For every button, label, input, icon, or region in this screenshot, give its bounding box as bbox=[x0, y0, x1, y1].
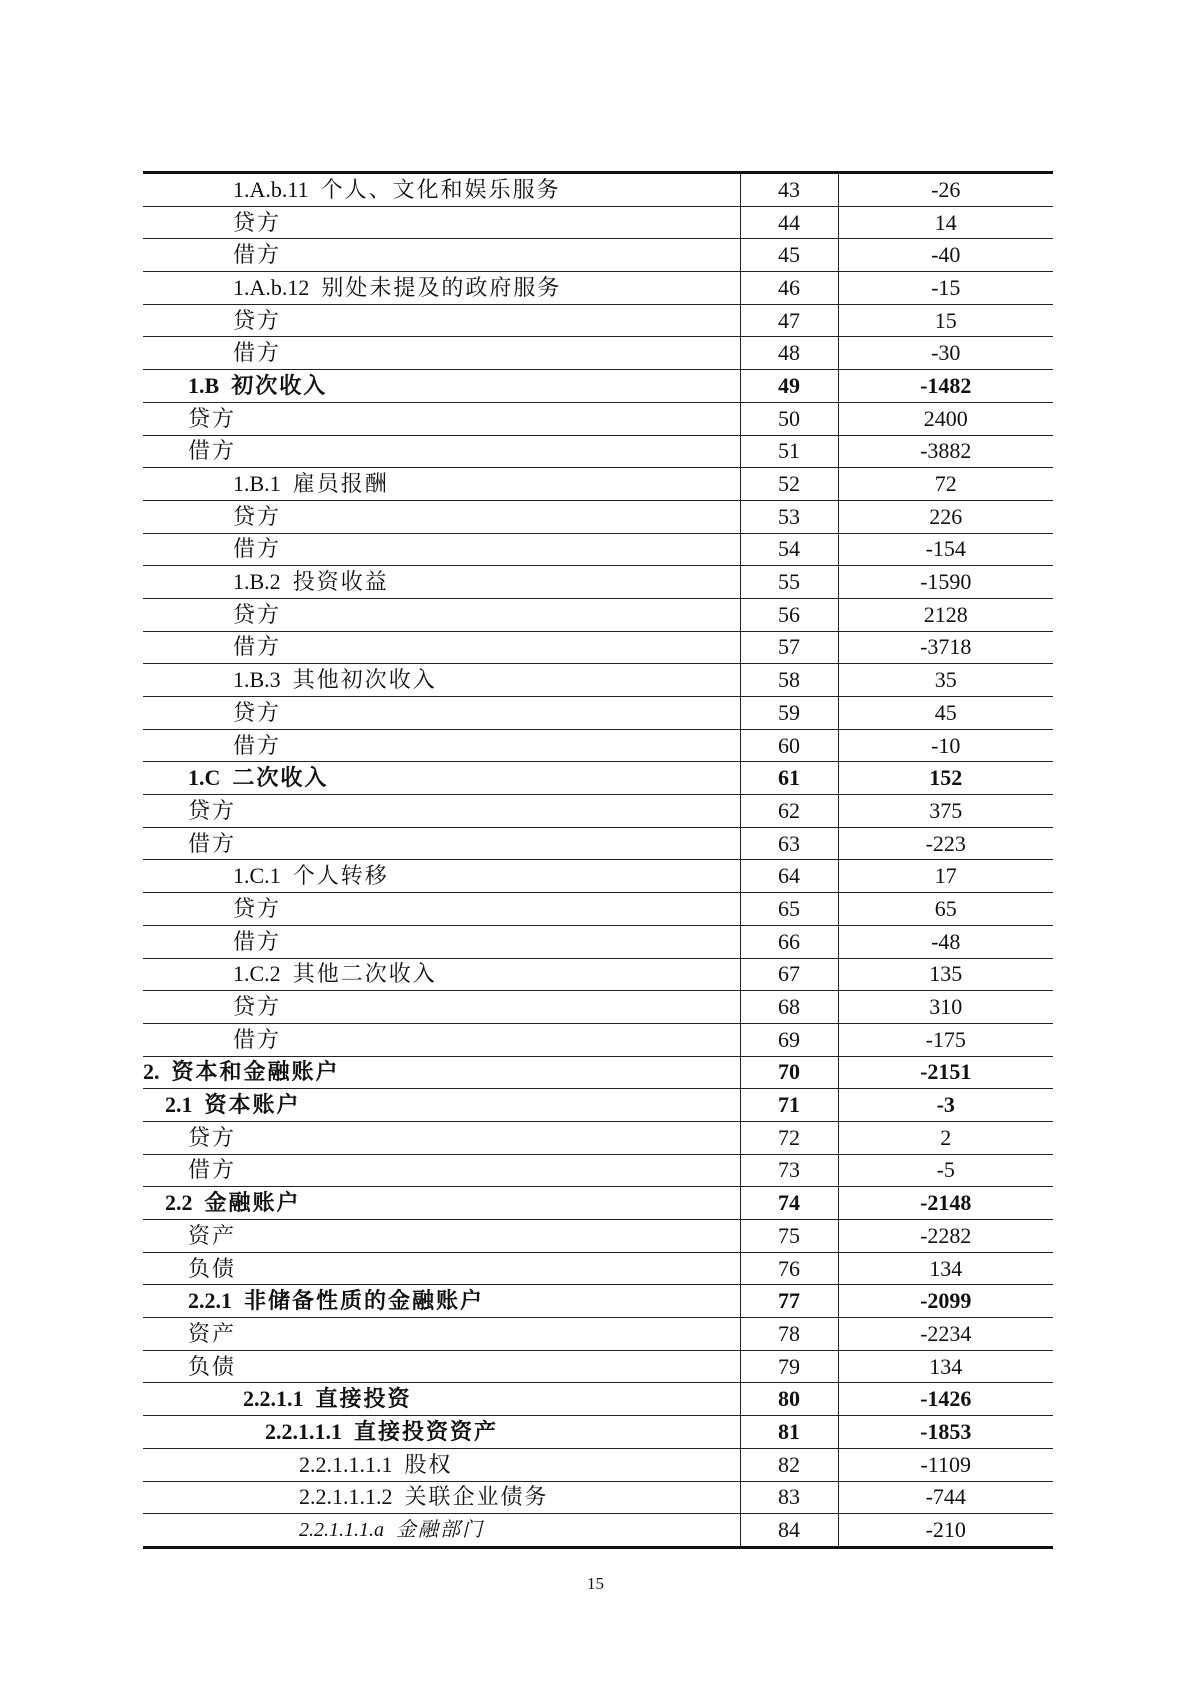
row-code: 2.2.1.1.1.a bbox=[299, 1519, 384, 1542]
row-number: 47 bbox=[740, 304, 838, 337]
table-row bbox=[143, 1481, 1053, 1514]
row-text: 贷方 bbox=[233, 209, 282, 235]
row-text: 资产 bbox=[188, 1222, 237, 1248]
row-label bbox=[143, 697, 740, 730]
table-row bbox=[143, 1448, 1053, 1481]
row-text: 借方 bbox=[188, 830, 237, 856]
row-text: 借方 bbox=[233, 732, 282, 758]
row-number: 84 bbox=[740, 1514, 838, 1548]
table-row bbox=[143, 1416, 1053, 1449]
row-text: 非储备性质的金融账户 bbox=[244, 1288, 485, 1314]
row-text: 借方 bbox=[188, 1157, 237, 1183]
row-text: 借方 bbox=[233, 536, 282, 562]
row-code: 2.2.1.1 bbox=[243, 1386, 304, 1412]
row-number: 54 bbox=[740, 533, 838, 566]
row-label bbox=[143, 206, 740, 239]
row-value: -26 bbox=[838, 173, 1053, 207]
row-code: 1.B bbox=[188, 372, 220, 398]
table-row bbox=[143, 1514, 1053, 1548]
row-number: 46 bbox=[740, 272, 838, 305]
table-row bbox=[143, 566, 1053, 599]
row-label bbox=[143, 1023, 740, 1056]
row-label bbox=[143, 566, 740, 599]
row-text: 贷方 bbox=[233, 994, 282, 1020]
row-label bbox=[143, 272, 740, 305]
row-text: 别处未提及的政府服务 bbox=[321, 274, 562, 300]
row-label bbox=[143, 1154, 740, 1187]
row-number: 71 bbox=[740, 1089, 838, 1122]
row-number: 61 bbox=[740, 762, 838, 795]
row-value: -2151 bbox=[838, 1056, 1053, 1089]
row-number: 60 bbox=[740, 729, 838, 762]
row-label bbox=[143, 1514, 740, 1548]
row-number: 82 bbox=[740, 1448, 838, 1481]
row-label bbox=[143, 1448, 740, 1481]
row-label bbox=[143, 370, 740, 403]
row-value: -1853 bbox=[838, 1416, 1053, 1449]
row-text: 借方 bbox=[233, 242, 282, 268]
row-value: -744 bbox=[838, 1481, 1053, 1514]
row-number: 59 bbox=[740, 697, 838, 730]
table-row bbox=[143, 1383, 1053, 1416]
row-code: 1.B.2 bbox=[233, 569, 281, 595]
row-value: 134 bbox=[838, 1252, 1053, 1285]
row-number: 72 bbox=[740, 1121, 838, 1154]
row-value: 2 bbox=[838, 1121, 1053, 1154]
table-row bbox=[143, 1252, 1053, 1285]
row-text: 个人、文化和娱乐服务 bbox=[320, 176, 561, 202]
row-text: 初次收入 bbox=[231, 372, 328, 398]
row-value: -2282 bbox=[838, 1220, 1053, 1253]
row-value: -154 bbox=[838, 533, 1053, 566]
row-code: 2.2.1 bbox=[188, 1288, 232, 1314]
row-value: 65 bbox=[838, 893, 1053, 926]
row-label bbox=[143, 1089, 740, 1122]
row-label bbox=[143, 468, 740, 501]
row-text: 关联企业债务 bbox=[404, 1484, 549, 1510]
row-number: 80 bbox=[740, 1383, 838, 1416]
row-value: -175 bbox=[838, 1023, 1053, 1056]
row-value: 134 bbox=[838, 1350, 1053, 1383]
row-value: 17 bbox=[838, 860, 1053, 893]
row-text: 借方 bbox=[188, 438, 237, 464]
table-row bbox=[143, 533, 1053, 566]
table-row bbox=[143, 1089, 1053, 1122]
row-number: 75 bbox=[740, 1220, 838, 1253]
row-value: -2234 bbox=[838, 1318, 1053, 1351]
row-text: 贷方 bbox=[233, 601, 282, 627]
row-value: 45 bbox=[838, 697, 1053, 730]
table-row bbox=[143, 697, 1053, 730]
row-code: 2.2 bbox=[165, 1190, 193, 1216]
row-value: 226 bbox=[838, 500, 1053, 533]
row-value: -1426 bbox=[838, 1383, 1053, 1416]
row-label bbox=[143, 729, 740, 762]
table-row bbox=[143, 991, 1053, 1024]
table-row bbox=[143, 468, 1053, 501]
row-number: 48 bbox=[740, 337, 838, 370]
row-label bbox=[143, 631, 740, 664]
row-value: -1590 bbox=[838, 566, 1053, 599]
row-text: 贷方 bbox=[233, 503, 282, 529]
row-text: 贷方 bbox=[188, 1124, 237, 1150]
row-number: 83 bbox=[740, 1481, 838, 1514]
row-text: 雇员报酬 bbox=[292, 471, 389, 497]
row-text: 负债 bbox=[188, 1255, 237, 1281]
table-row bbox=[143, 795, 1053, 828]
row-label bbox=[143, 1383, 740, 1416]
table-row bbox=[143, 1220, 1053, 1253]
row-code: 2.1 bbox=[165, 1092, 193, 1118]
row-text: 贷方 bbox=[233, 307, 282, 333]
row-code: 1.C bbox=[188, 765, 221, 791]
row-text: 贷方 bbox=[188, 405, 237, 431]
row-value: 14 bbox=[838, 206, 1053, 239]
table-row bbox=[143, 1318, 1053, 1351]
row-value: -3882 bbox=[838, 435, 1053, 468]
row-label bbox=[143, 925, 740, 958]
row-code: 1.B.3 bbox=[233, 667, 281, 693]
row-value: 2128 bbox=[838, 598, 1053, 631]
row-label bbox=[143, 1252, 740, 1285]
row-value: -3 bbox=[838, 1089, 1053, 1122]
row-code: 2.2.1.1.1 bbox=[265, 1418, 342, 1444]
row-text: 金融账户 bbox=[204, 1190, 301, 1216]
row-label bbox=[143, 533, 740, 566]
row-number: 56 bbox=[740, 598, 838, 631]
row-value: -2099 bbox=[838, 1285, 1053, 1318]
row-text: 借方 bbox=[233, 928, 282, 954]
row-value: -1109 bbox=[838, 1448, 1053, 1481]
table-row bbox=[143, 206, 1053, 239]
row-value: -2148 bbox=[838, 1187, 1053, 1220]
table-row bbox=[143, 664, 1053, 697]
row-label bbox=[143, 173, 740, 207]
row-label bbox=[143, 1285, 740, 1318]
row-value: 375 bbox=[838, 795, 1053, 828]
table-row bbox=[143, 1187, 1053, 1220]
row-number: 62 bbox=[740, 795, 838, 828]
row-label bbox=[143, 664, 740, 697]
row-text: 其他二次收入 bbox=[292, 961, 437, 987]
table-row bbox=[143, 598, 1053, 631]
row-label bbox=[143, 1481, 740, 1514]
row-code: 1.A.b.11 bbox=[233, 176, 309, 202]
row-number: 44 bbox=[740, 206, 838, 239]
row-label bbox=[143, 1056, 740, 1089]
row-label bbox=[143, 762, 740, 795]
row-label bbox=[143, 827, 740, 860]
table-row bbox=[143, 173, 1053, 207]
row-value: -210 bbox=[838, 1514, 1053, 1548]
row-label bbox=[143, 1220, 740, 1253]
row-label bbox=[143, 337, 740, 370]
row-text: 资产 bbox=[188, 1320, 237, 1346]
table-body bbox=[143, 173, 1053, 1548]
row-code: 2.2.1.1.1.1 bbox=[299, 1451, 393, 1477]
table-row bbox=[143, 304, 1053, 337]
row-value: 152 bbox=[838, 762, 1053, 795]
row-code: 1.C.2 bbox=[233, 961, 281, 987]
row-number: 81 bbox=[740, 1416, 838, 1449]
row-value: -3718 bbox=[838, 631, 1053, 664]
row-number: 43 bbox=[740, 173, 838, 207]
row-text: 其他初次收入 bbox=[292, 667, 437, 693]
row-text: 金融部门 bbox=[396, 1519, 484, 1542]
row-number: 55 bbox=[740, 566, 838, 599]
row-label bbox=[143, 795, 740, 828]
row-number: 69 bbox=[740, 1023, 838, 1056]
table-row bbox=[143, 893, 1053, 926]
row-number: 49 bbox=[740, 370, 838, 403]
page-number: 15 bbox=[587, 1574, 604, 1593]
table-row bbox=[143, 631, 1053, 664]
row-label bbox=[143, 1121, 740, 1154]
table-row bbox=[143, 1154, 1053, 1187]
row-number: 63 bbox=[740, 827, 838, 860]
row-text: 借方 bbox=[233, 1026, 282, 1052]
row-code: 1.B.1 bbox=[233, 471, 281, 497]
row-number: 53 bbox=[740, 500, 838, 533]
row-number: 74 bbox=[740, 1187, 838, 1220]
row-code: 1.C.1 bbox=[233, 863, 281, 889]
row-label bbox=[143, 500, 740, 533]
row-value: -30 bbox=[838, 337, 1053, 370]
table-row bbox=[143, 337, 1053, 370]
row-number: 58 bbox=[740, 664, 838, 697]
table-row bbox=[143, 1121, 1053, 1154]
table-row bbox=[143, 1023, 1053, 1056]
row-number: 64 bbox=[740, 860, 838, 893]
row-text: 直接投资资产 bbox=[354, 1418, 499, 1444]
balance-of-payments-table bbox=[143, 171, 1053, 1549]
table-row bbox=[143, 402, 1053, 435]
row-text: 借方 bbox=[233, 340, 282, 366]
row-value: 135 bbox=[838, 958, 1053, 991]
table-row bbox=[143, 1350, 1053, 1383]
row-label bbox=[143, 860, 740, 893]
table-row bbox=[143, 272, 1053, 305]
row-text: 资本账户 bbox=[204, 1092, 301, 1118]
row-number: 67 bbox=[740, 958, 838, 991]
row-number: 65 bbox=[740, 893, 838, 926]
row-text: 个人转移 bbox=[292, 863, 389, 889]
table-row bbox=[143, 860, 1053, 893]
row-text: 投资收益 bbox=[292, 569, 389, 595]
row-number: 50 bbox=[740, 402, 838, 435]
row-value: 2400 bbox=[838, 402, 1053, 435]
row-value: 72 bbox=[838, 468, 1053, 501]
table-row bbox=[143, 729, 1053, 762]
row-number: 77 bbox=[740, 1285, 838, 1318]
row-label bbox=[143, 402, 740, 435]
row-label bbox=[143, 1350, 740, 1383]
table-row bbox=[143, 239, 1053, 272]
row-value: -10 bbox=[838, 729, 1053, 762]
row-text: 资本和金融账户 bbox=[171, 1059, 340, 1085]
row-number: 79 bbox=[740, 1350, 838, 1383]
row-number: 73 bbox=[740, 1154, 838, 1187]
row-number: 70 bbox=[740, 1056, 838, 1089]
row-label bbox=[143, 304, 740, 337]
row-label bbox=[143, 598, 740, 631]
row-value: 310 bbox=[838, 991, 1053, 1024]
row-label bbox=[143, 1416, 740, 1449]
row-code: 2. bbox=[143, 1059, 160, 1085]
row-text: 负债 bbox=[188, 1353, 237, 1379]
row-value: 35 bbox=[838, 664, 1053, 697]
row-number: 68 bbox=[740, 991, 838, 1024]
row-number: 52 bbox=[740, 468, 838, 501]
row-value: -223 bbox=[838, 827, 1053, 860]
row-label bbox=[143, 1318, 740, 1351]
row-value: 15 bbox=[838, 304, 1053, 337]
row-label bbox=[143, 893, 740, 926]
table-row bbox=[143, 435, 1053, 468]
row-text: 借方 bbox=[233, 634, 282, 660]
row-number: 78 bbox=[740, 1318, 838, 1351]
row-value: -48 bbox=[838, 925, 1053, 958]
row-text: 贷方 bbox=[233, 895, 282, 921]
table-row bbox=[143, 958, 1053, 991]
row-number: 57 bbox=[740, 631, 838, 664]
table-row bbox=[143, 370, 1053, 403]
row-value: -1482 bbox=[838, 370, 1053, 403]
row-label bbox=[143, 958, 740, 991]
row-number: 45 bbox=[740, 239, 838, 272]
row-label bbox=[143, 991, 740, 1024]
table-row bbox=[143, 1285, 1053, 1318]
table-row bbox=[143, 1056, 1053, 1089]
row-label bbox=[143, 239, 740, 272]
row-number: 66 bbox=[740, 925, 838, 958]
row-text: 二次收入 bbox=[232, 765, 329, 791]
row-value: -15 bbox=[838, 272, 1053, 305]
row-code: 1.A.b.12 bbox=[233, 274, 310, 300]
row-label bbox=[143, 435, 740, 468]
table-row bbox=[143, 762, 1053, 795]
row-code: 2.2.1.1.1.2 bbox=[299, 1484, 393, 1510]
row-text: 股权 bbox=[404, 1451, 453, 1477]
row-value: -5 bbox=[838, 1154, 1053, 1187]
row-number: 51 bbox=[740, 435, 838, 468]
row-text: 贷方 bbox=[233, 699, 282, 725]
row-text: 贷方 bbox=[188, 797, 237, 823]
row-label bbox=[143, 1187, 740, 1220]
table-row bbox=[143, 500, 1053, 533]
row-text: 直接投资 bbox=[315, 1386, 412, 1412]
row-value: -40 bbox=[838, 239, 1053, 272]
row-number: 76 bbox=[740, 1252, 838, 1285]
table-row bbox=[143, 925, 1053, 958]
table-row bbox=[143, 827, 1053, 860]
